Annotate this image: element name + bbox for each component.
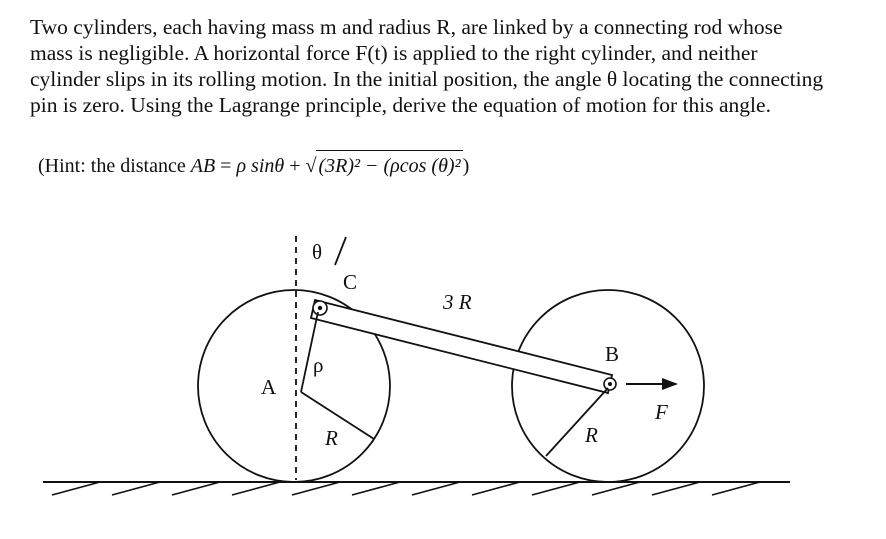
problem-line-1: Two cylinders, each having mass m and radius R, are linked by a connecting rod whose <box>30 15 783 39</box>
theta-angle-mark <box>335 237 346 265</box>
label-f: F <box>655 400 668 424</box>
ground-hatching <box>52 482 760 495</box>
label-theta: θ <box>312 240 323 264</box>
force-arrow-head <box>662 378 678 390</box>
label-rod-length: 3 R <box>443 290 472 314</box>
label-r-right: R <box>585 423 598 447</box>
label-r-left: R <box>325 426 338 450</box>
label-a: A <box>261 375 277 399</box>
pin-b-center <box>608 382 612 386</box>
hint-ab: AB <box>190 155 216 177</box>
hint-suffix: ) <box>462 155 470 177</box>
rho-line <box>301 312 318 392</box>
hint-radicand: (3R)² − (ρcos (θ)² <box>316 150 462 179</box>
problem-line-4: pin is zero. Using the Lagrange principle, derive the equation of motion for this angle. <box>30 93 771 117</box>
right-radius-line <box>546 388 608 456</box>
hint-equals: = <box>215 155 237 177</box>
pin-c-center <box>318 306 322 310</box>
hint-term-rho-sin: ρ sinθ <box>236 155 285 177</box>
problem-line-2: mass is negligible. A horizontal force F(t) is applied to the right cylinder, and neither <box>30 41 758 65</box>
hint-plus: + <box>284 155 306 177</box>
label-rho: ρ <box>313 353 324 377</box>
label-b: B <box>605 342 620 366</box>
hint-radical-sign: √ <box>305 155 317 177</box>
label-c: C <box>343 270 358 294</box>
problem-line-3: cylinder slips in its rolling motion. In the initial position, the angle θ locating the connecting <box>30 67 824 91</box>
hint-prefix: (Hint: the distance <box>38 155 191 177</box>
